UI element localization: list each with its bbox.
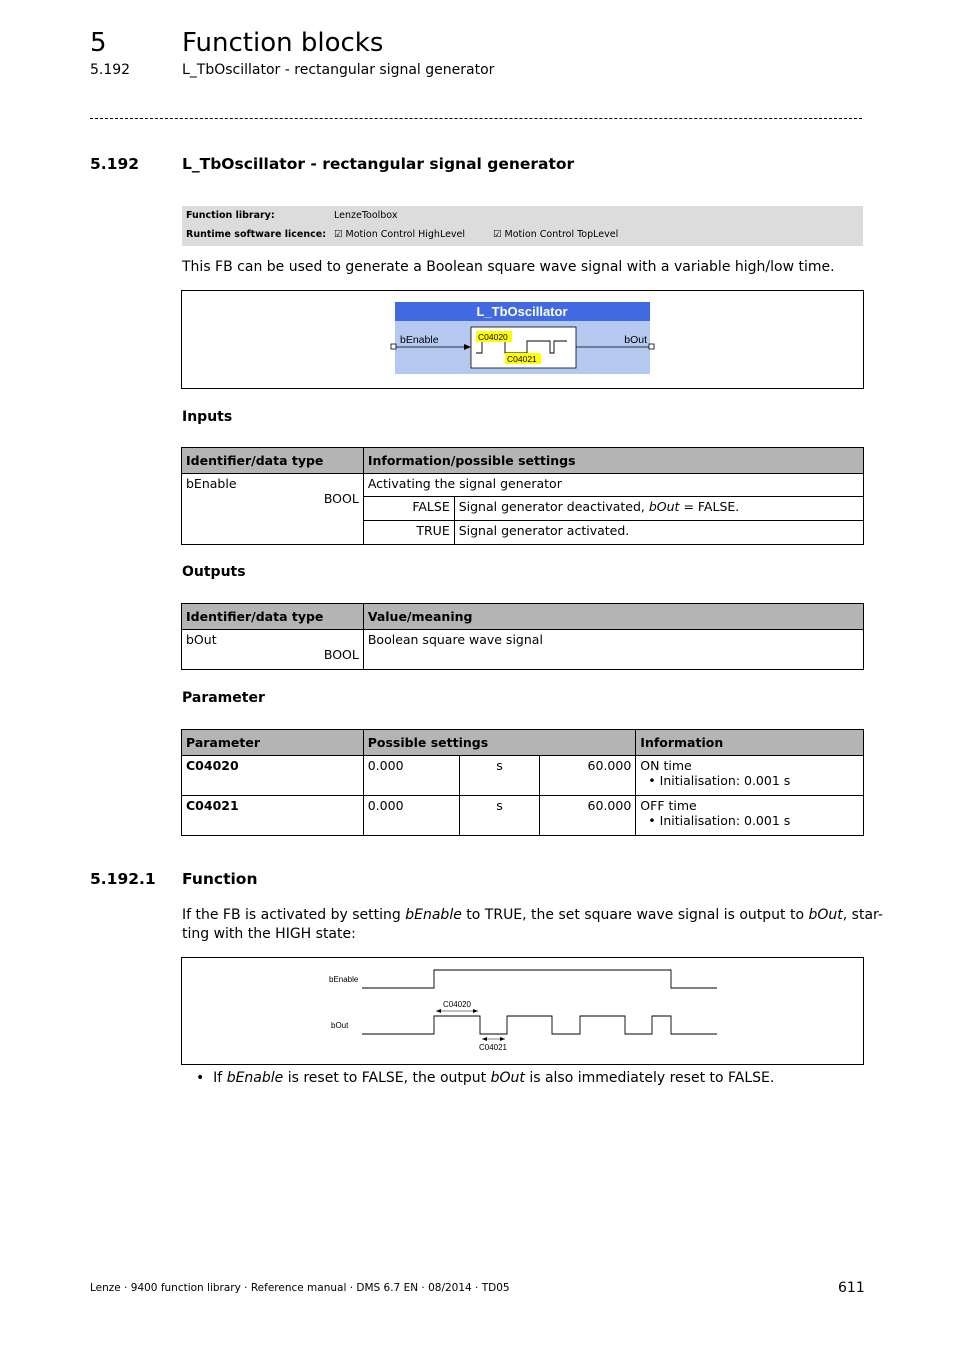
outputs-table bbox=[181, 603, 864, 670]
param-unit: s bbox=[459, 756, 540, 796]
param-col-settings: Possible settings bbox=[363, 730, 636, 756]
param-min: 0.000 bbox=[363, 756, 459, 796]
param-max: 60.000 bbox=[540, 796, 636, 836]
inputs-heading: Inputs bbox=[182, 409, 233, 425]
section-title: L_TbOscillator - rectangular signal generator bbox=[182, 155, 575, 173]
licence-toplevel: ☑ Motion Control TopLevel bbox=[493, 229, 619, 240]
timing-on-label: C04020 bbox=[442, 1000, 472, 1009]
section-number: 5.192 bbox=[90, 155, 140, 173]
input-description: Activating the signal generator bbox=[363, 474, 863, 497]
input-label: bEnable bbox=[400, 334, 439, 346]
input-identifier: bEnable bbox=[186, 476, 237, 491]
library-label: Function library: bbox=[186, 210, 275, 221]
footer-text: Lenze · 9400 function library · Reference manual · DMS 6.7 EN · 08/2014 · TD05 bbox=[90, 1282, 510, 1294]
output-identifier: bOut bbox=[186, 632, 217, 647]
param-unit: s bbox=[459, 796, 540, 836]
out-waveform bbox=[362, 1016, 717, 1034]
param-on-label: C04020 bbox=[478, 332, 508, 342]
timing-diagram-frame bbox=[181, 957, 864, 1065]
header-divider bbox=[90, 118, 862, 119]
output-connector bbox=[649, 344, 654, 349]
param-info-cell bbox=[636, 796, 864, 836]
outputs-col-value: Value/meaning bbox=[363, 604, 863, 630]
bullet-item: • If bEnable is reset to FALSE, the output bOut is also immediately reset to FALSE. bbox=[196, 1070, 775, 1086]
param-info: OFF time bbox=[640, 798, 697, 813]
param-col-info: Information bbox=[636, 730, 864, 756]
timing-diagram bbox=[182, 958, 865, 1066]
param-off-label: C04021 bbox=[507, 354, 537, 364]
subsection-number: 5.192.1 bbox=[90, 870, 156, 888]
input-true-text: Signal generator activated. bbox=[454, 521, 863, 545]
enable-waveform bbox=[362, 970, 717, 988]
subsection-title: Function bbox=[182, 870, 258, 888]
function-paragraph: If the FB is activated by setting bEnable to TRUE, the set square wave signal is output to bOut, star- ting with the HIGH state: bbox=[182, 907, 883, 942]
library-value: LenzeToolbox bbox=[334, 210, 398, 221]
input-true-key: TRUE bbox=[363, 521, 454, 545]
outputs-col-identifier: Identifier/data type bbox=[182, 604, 364, 630]
outputs-heading: Outputs bbox=[182, 564, 246, 580]
function-library-box bbox=[182, 206, 863, 246]
output-description: Boolean square wave signal bbox=[363, 630, 863, 670]
input-identifier-cell bbox=[182, 474, 364, 545]
parameter-heading: Parameter bbox=[182, 690, 265, 706]
header-section-number: 5.192 bbox=[90, 62, 131, 78]
block-diagram-frame bbox=[181, 290, 864, 389]
param-min: 0.000 bbox=[363, 796, 459, 836]
param-code: C04020 bbox=[182, 756, 364, 796]
param-info-cell bbox=[636, 756, 864, 796]
table-row bbox=[182, 796, 864, 836]
param-init: • Initialisation: 0.001 s bbox=[648, 773, 791, 788]
block-title: L_TbOscillator bbox=[476, 304, 568, 319]
chapter-title: Function blocks bbox=[182, 28, 384, 58]
output-type: BOOL bbox=[323, 647, 359, 662]
input-type: BOOL bbox=[323, 491, 359, 506]
input-false-key: FALSE bbox=[363, 497, 454, 521]
inputs-col-identifier: Identifier/data type bbox=[182, 448, 364, 474]
bullet-marker: • bbox=[196, 1070, 214, 1086]
licence-label: Runtime software licence: bbox=[186, 229, 326, 240]
table-row bbox=[182, 756, 864, 796]
licence-highlevel: ☑ Motion Control HighLevel bbox=[334, 229, 466, 240]
inputs-col-info: Information/possible settings bbox=[363, 448, 863, 474]
header-section-title: L_TbOscillator - rectangular signal generator bbox=[182, 62, 495, 78]
param-info: ON time bbox=[640, 758, 692, 773]
page-number: 611 bbox=[838, 1280, 865, 1296]
param-max: 60.000 bbox=[540, 756, 636, 796]
timing-off-label: C04021 bbox=[478, 1043, 508, 1052]
intro-text: This FB can be used to generate a Boolean square wave signal with a variable high/low time. bbox=[182, 259, 835, 275]
block-diagram bbox=[182, 291, 865, 390]
timing-enable-label: bEnable bbox=[329, 975, 359, 984]
chapter-number: 5 bbox=[90, 28, 107, 58]
parameter-table bbox=[181, 729, 864, 836]
output-identifier-cell bbox=[182, 630, 364, 670]
inputs-table bbox=[181, 447, 864, 545]
input-connector bbox=[391, 344, 396, 349]
param-code: C04021 bbox=[182, 796, 364, 836]
param-init: • Initialisation: 0.001 s bbox=[648, 813, 791, 828]
timing-out-label: bOut bbox=[331, 1021, 349, 1030]
param-col-parameter: Parameter bbox=[182, 730, 364, 756]
output-label: bOut bbox=[624, 334, 647, 346]
input-false-text: Signal generator deactivated, bOut = FALSE. bbox=[454, 497, 863, 521]
